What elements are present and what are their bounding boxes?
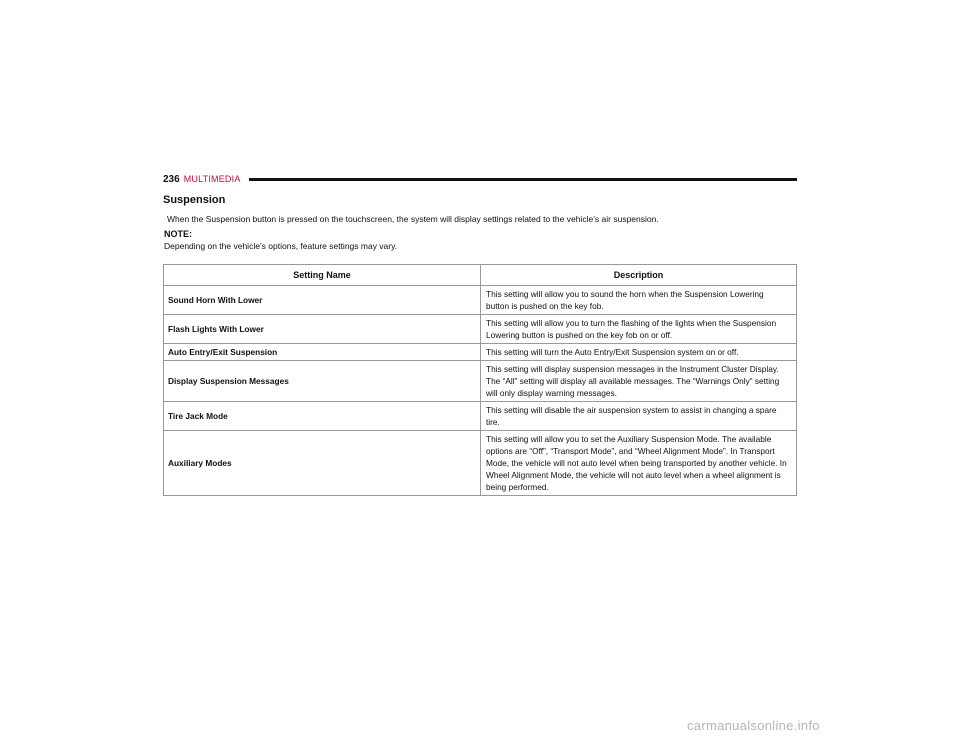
table-row [164,431,797,496]
setting-description: This setting will disable the air suspension system to assist in changing a spare tire. [481,402,797,431]
table-row [164,286,797,315]
table-row [164,361,797,402]
watermark: carmanualsonline.info [687,718,820,733]
column-header-description: Description [481,265,797,286]
page-header [163,172,797,186]
note-text: Depending on the vehicle’s options, feature settings may vary. [164,241,398,251]
column-header-setting-name: Setting Name [164,265,481,286]
table-row [164,344,797,361]
section-name: MULTIMEDIA [183,174,241,184]
header-rule [249,178,797,181]
setting-description: This setting will turn the Auto Entry/Exit Suspension system on or off. [481,344,797,361]
settings-table [163,264,797,496]
intro-paragraph: When the Suspension button is pressed on the touchscreen, the system will display settings related to the vehicle’s air suspension. [167,214,659,224]
page-number: 236 [163,173,180,185]
table-row [164,315,797,344]
setting-description: This setting will display suspension messages in the Instrument Cluster Display. The “All” setting will display all available messages. The “Warnings Only” setting will only display warning messages. [481,361,797,402]
note-label: NOTE: [164,229,192,239]
setting-description: This setting will allow you to turn the flashing of the lights when the Suspension Lowering button is pushed on the key fob on or off. [481,315,797,344]
setting-name: Sound Horn With Lower [164,286,481,315]
setting-description: This setting will allow you to sound the horn when the Suspension Lowering button is pushed on the key fob. [481,286,797,315]
section-title: Suspension [163,194,226,206]
setting-name: Flash Lights With Lower [164,315,481,344]
table-header-row [164,265,797,286]
setting-name: Auto Entry/Exit Suspension [164,344,481,361]
table-row [164,402,797,431]
setting-name: Display Suspension Messages [164,361,481,402]
setting-description: This setting will allow you to set the Auxiliary Suspension Mode. The available options are “Off”, “Transport Mode”, and “Wheel Alignment Mode”. In Transport Mode, the vehicle will not auto level when being transported by another vehicle. In Wheel Alignment Mode, the vehicle will not auto level when a wheel alignment is being performed. [481,431,797,496]
setting-name: Tire Jack Mode [164,402,481,431]
setting-name: Auxiliary Modes [164,431,481,496]
